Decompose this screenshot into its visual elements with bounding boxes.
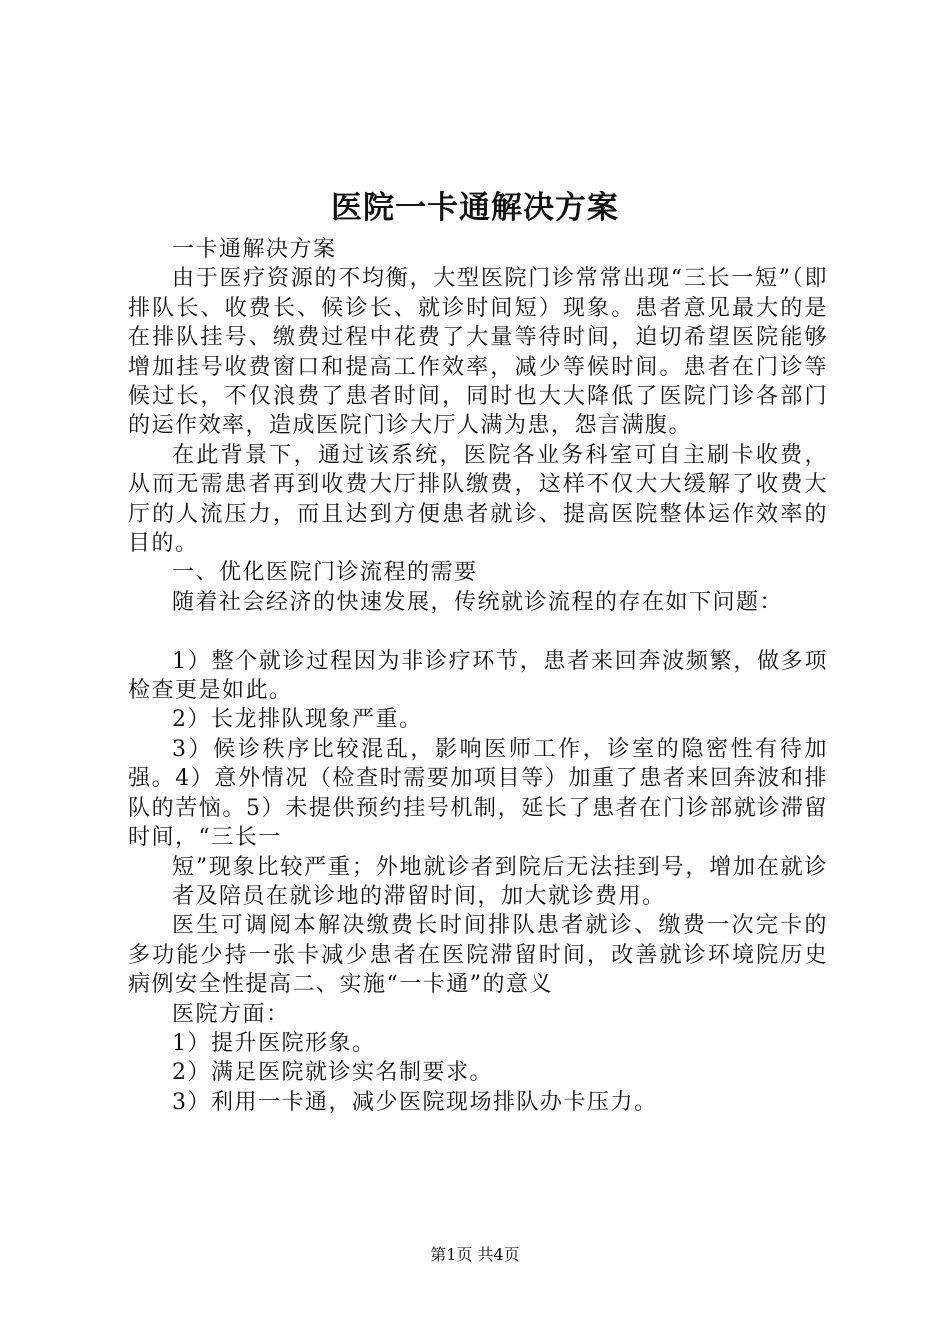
paragraph-subtitle: 一卡通解决方案	[172, 237, 337, 262]
list-item-benefit-1: 1）提升医院形象。	[172, 1030, 376, 1056]
document-title: 医院一卡通解决方案	[331, 190, 619, 226]
list-item-problem-1: 1）整个就诊过程因为非诊疗环节，患者来回奔波频繁，做多项检查更是如此。	[128, 648, 828, 704]
paragraph-system-intro: 在此背景下，通过该系统，医院各业务科室可自主刷卡收费，从而无需患者再到收费大厅排队缴费，这样不仅大大缓解了收费大厅的人流压力，而且达到方便患者就诊、提高医院整体运作效率的目的。	[128, 442, 828, 557]
section-heading-1: 一、优化医院门诊流程的需要	[172, 560, 478, 586]
list-item-benefit-3: 3）利用一卡通，减少医院现场排队办卡压力。	[172, 1089, 658, 1115]
paragraph-background: 由于医疗资源的不均衡，大型医院门诊常常出现“三长一短”（即排队长、收费长、候诊长、就诊时间短）现象。患者意见最大的是在排队挂号、缴费过程中花费了大量等待时间，迫切希望医院能够增加挂号收费窗口和提高工作效率，减少等候时间。患者在门诊等候过长，不仅浪费了患者时间，同时也大大降低了医院门诊各部门的运作效率，造成医院门诊大厅人满为患，怨言满腹。	[128, 266, 828, 439]
list-item-problem-3-5: 3）候诊秩序比较混乱，影响医师工作，诊室的隐密性有待加强。4）意外情况（检查时需要加项目等）加重了患者来回奔波和排队的苦恼。5）未提供预约挂号机制，延长了患者在门诊部就诊滞留时间，“三长一	[128, 736, 828, 851]
paragraph-doctor-benefits: 医生可调阅本解决缴费长时间排队患者就诊、缴费一次完卡的多功能少持一张卡减少患者在医院滞留时间，改善就诊环境院历史病例安全性提高二、实施“一卡通”的意义	[128, 913, 828, 998]
subheading-hospital: 医院方面：	[172, 1001, 290, 1027]
blank-line	[128, 617, 828, 646]
list-item-problem-2: 2）长龙排队现象严重。	[172, 707, 423, 733]
document-body	[128, 235, 828, 1117]
paragraph-continuation: 短”现象比较严重；外地就诊者到院后无法挂到号，增加在就诊者及陪员在就诊地的滞留时间，加大就诊费用。	[172, 854, 828, 909]
paragraph-problems-intro: 随着社会经济的快速发展，传统就诊流程的存在如下问题：	[172, 589, 784, 615]
list-item-benefit-2: 2）满足医院就诊实名制要求。	[172, 1060, 493, 1086]
page-number: 第1页 共4页	[430, 1245, 520, 1264]
